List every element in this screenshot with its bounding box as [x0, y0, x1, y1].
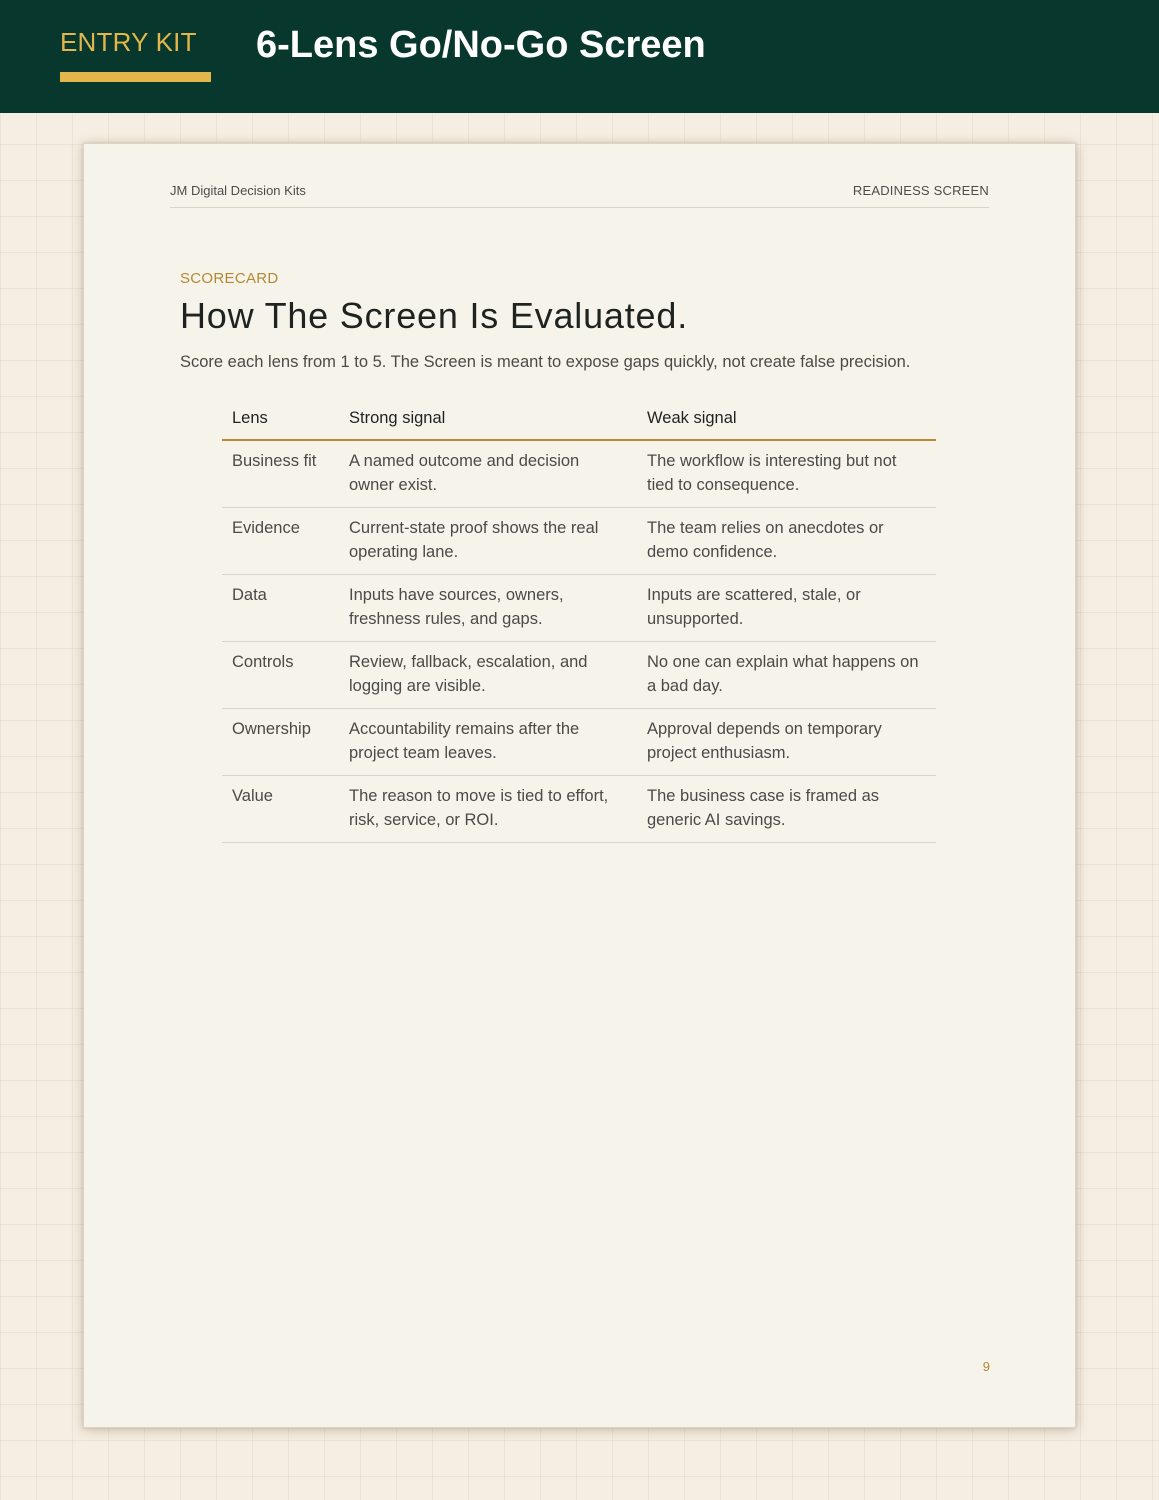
table-row [222, 709, 936, 776]
lens-cell: Controls [222, 642, 339, 709]
table-row [222, 776, 936, 843]
strong-signal-cell: A named outcome and decision owner exist. [339, 440, 637, 508]
page-number: 9 [982, 1359, 990, 1374]
section-eyebrow: SCORECARD [180, 270, 279, 287]
weak-signal-cell: Inputs are scattered, stale, or unsupported. [637, 575, 936, 642]
header-title: 6-Lens Go/No-Go Screen [256, 24, 706, 66]
lens-cell: Value [222, 776, 339, 843]
running-head-right: READINESS SCREEN [852, 183, 989, 198]
column-header-lens: Lens [222, 395, 339, 440]
lens-cell: Evidence [222, 508, 339, 575]
document-page [83, 143, 1076, 1428]
weak-signal-cell: Approval depends on temporary project enthusiasm. [637, 709, 936, 776]
lens-cell: Business fit [222, 440, 339, 508]
table-row [222, 642, 936, 709]
strong-signal-cell: The reason to move is tied to effort, risk, service, or ROI. [339, 776, 637, 843]
header-band [0, 0, 1159, 113]
weak-signal-cell: The team relies on anecdotes or demo confidence. [637, 508, 936, 575]
page-title: How The Screen Is Evaluated. [180, 295, 688, 336]
strong-signal-cell: Review, fallback, escalation, and logging are visible. [339, 642, 637, 709]
strong-signal-cell: Inputs have sources, owners, freshness rules, and gaps. [339, 575, 637, 642]
lens-cell: Data [222, 575, 339, 642]
running-head [170, 182, 989, 208]
scorecard-table [222, 395, 936, 843]
running-head-left: JM Digital Decision Kits [170, 183, 306, 198]
weak-signal-cell: The workflow is interesting but not tied to consequence. [637, 440, 936, 508]
table-header-row [222, 395, 936, 440]
table-row [222, 440, 936, 508]
strong-signal-cell: Accountability remains after the project team leaves. [339, 709, 637, 776]
strong-signal-cell: Current-state proof shows the real operating lane. [339, 508, 637, 575]
kit-accent-bar [60, 72, 211, 82]
weak-signal-cell: The business case is framed as generic AI savings. [637, 776, 936, 843]
table-row [222, 575, 936, 642]
table-row [222, 508, 936, 575]
lede-paragraph: Score each lens from 1 to 5. The Screen is meant to expose gaps quickly, not create false precision. [180, 353, 911, 371]
weak-signal-cell: No one can explain what happens on a bad day. [637, 642, 936, 709]
column-header-weak-signal: Weak signal [637, 395, 936, 440]
column-header-strong-signal: Strong signal [339, 395, 637, 440]
kit-label: ENTRY KIT [60, 27, 197, 57]
lens-cell: Ownership [222, 709, 339, 776]
